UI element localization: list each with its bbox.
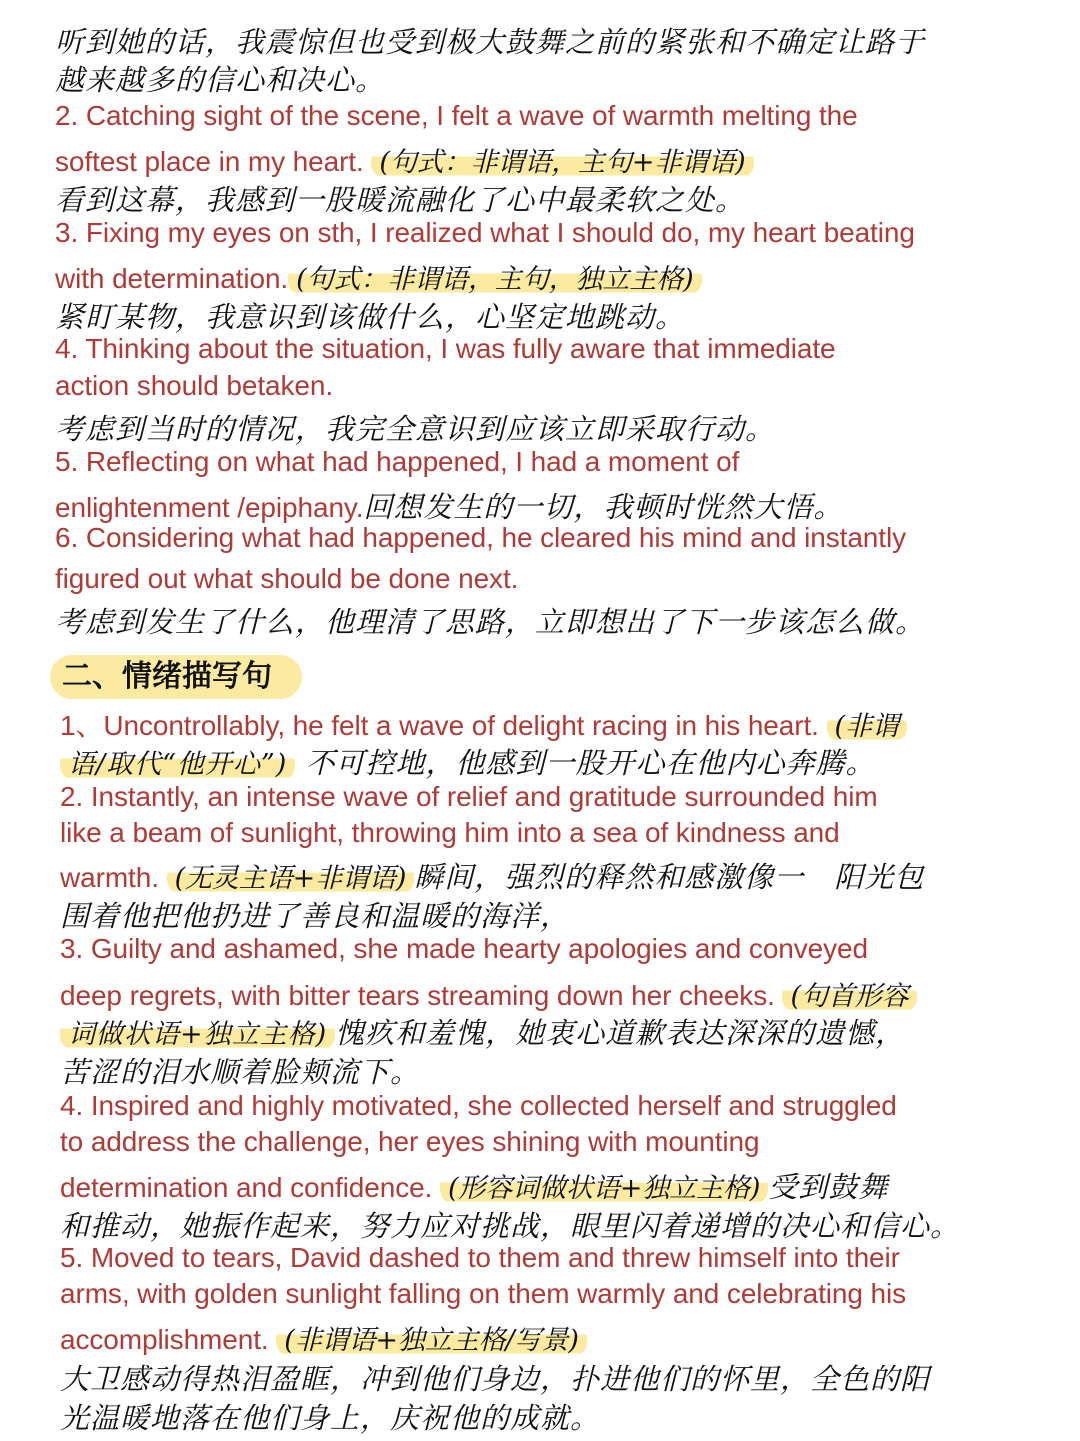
text-line (60, 1050, 1035, 1091)
english-sentence: like a beam of sunlight, throwing him into a sea of kindness and (60, 817, 840, 848)
example-sentence (60, 704, 1035, 744)
english-sentence: to address the challenge, her eyes shining with mounting (60, 1126, 760, 1157)
text-line (60, 741, 1035, 782)
english-sentence: action should betaken. (55, 370, 334, 401)
english-sentence: figured out what should be done next. (55, 563, 519, 594)
grammar-note: (句式：非谓语，主句+非谓语) (371, 147, 753, 178)
grammar-note: (非谓语+独立主格/写景) (276, 1325, 587, 1356)
text-line (60, 1204, 1035, 1245)
grammar-note: (无灵主语+非谓语) (167, 863, 415, 894)
example-sentence (60, 974, 1035, 1013)
english-sentence: 3. Fixing my eyes on sth, I realized what I should do, my heart beating (55, 217, 915, 248)
english-sentence: softest place in my heart. (55, 146, 372, 177)
example-sentence (55, 140, 1035, 179)
example-sentence (60, 1242, 1035, 1274)
chinese-translation: 看到这幕，我感到一股暖流融化了心中最柔软之处。 (55, 183, 746, 217)
example-sentence (60, 1318, 1035, 1357)
grammar-note: (句首形容 (782, 981, 916, 1012)
chinese-translation: 不可控地，他感到一股开心在他内心奔腾。 (295, 746, 876, 780)
english-sentence: 2. Catching sight of the scene, I felt a wave of warmth melting the (55, 100, 858, 131)
grammar-note: (句式：非谓语，主句，独立主格) (288, 264, 701, 295)
text-line (55, 58, 1035, 99)
english-sentence: 5. Reflecting on what had happened, I had a moment of (55, 446, 740, 477)
english-sentence: 5. Moved to tears, David dashed to them and threw himself into their (60, 1242, 900, 1273)
example-sentence (60, 1278, 1035, 1310)
example-sentence (60, 1165, 1035, 1206)
english-sentence: 6. Considering what had happened, he cleared his mind and instantly (55, 522, 906, 553)
example-sentence (55, 100, 1035, 132)
example-sentence (60, 933, 1035, 965)
text-line (55, 295, 1035, 336)
text-line (55, 407, 1035, 448)
english-sentence: 4. Thinking about the situation, I was fully aware that immediate (55, 333, 836, 364)
chinese-translation: 听到她的话，我震惊但也受到极大鼓舞之前的紧张和不确定让路于 (55, 25, 926, 59)
chinese-translation: 紧盯某物，我意识到该做什么，心坚定地跳动。 (55, 300, 686, 334)
example-sentence (60, 781, 1035, 813)
text-line (55, 20, 1035, 61)
grammar-note: 语/取代“他开心”) (60, 749, 295, 780)
english-sentence: 2. Instantly, an intense wave of relief and gratitude surrounded him (60, 781, 878, 812)
chinese-translation: 愧疚和羞愧，她衷心道歉表达深深的遗憾， (335, 1016, 906, 1050)
english-sentence: enlightenment /epiphany. (55, 492, 364, 523)
example-sentence (55, 370, 1035, 402)
example-sentence (60, 855, 1035, 896)
example-sentence (55, 333, 1035, 365)
example-sentence (60, 1126, 1035, 1158)
english-sentence: 1、Uncontrollably, he felt a wave of delight racing in his heart. (60, 710, 827, 741)
chinese-translation: 越来越多的信心和决心。 (55, 63, 386, 97)
english-sentence: accomplishment. (60, 1324, 277, 1355)
chinese-translation: 考虑到当时的情况，我完全意识到应该立即采取行动。 (55, 412, 776, 446)
chinese-translation: 围着他把他扔进了善良和温暖的海洋， (60, 899, 571, 933)
text-line (60, 1011, 1035, 1052)
english-sentence: determination and confidence. (60, 1172, 440, 1203)
english-sentence: 3. Guilty and ashamed, she made hearty apologies and conveyed (60, 933, 868, 964)
english-sentence: deep regrets, with bitter tears streaming down her cheeks. (60, 980, 783, 1011)
chinese-translation: 回想发生的一切，我顿时恍然大悟。 (363, 490, 844, 524)
chinese-translation: 考虑到发生了什么，他理清了思路，立即想出了下一步该怎么做。 (55, 605, 926, 639)
chinese-translation: 苦涩的泪水顺着脸颊流下。 (60, 1055, 421, 1089)
example-sentence (55, 563, 1035, 595)
text-line (60, 1396, 1035, 1437)
example-sentence (55, 217, 1035, 249)
example-sentence (55, 446, 1035, 478)
english-sentence: 4. Inspired and highly motivated, she collected herself and struggled (60, 1090, 897, 1121)
english-sentence: arms, with golden sunlight falling on them warmly and celebrating his (60, 1278, 906, 1309)
section-heading: 二、情绪描写句 (50, 655, 302, 699)
chinese-translation: 和推动，她振作起来，努力应对挑战，眼里闪着递增的决心和信心。 (60, 1209, 961, 1243)
grammar-note: 词做状语+独立主格) (60, 1019, 335, 1050)
example-sentence (55, 485, 1035, 526)
grammar-note: (非谓 (827, 711, 907, 742)
text-line (55, 600, 1035, 641)
english-sentence: with determination. (55, 263, 289, 294)
text-line (60, 894, 1035, 935)
chinese-translation: 瞬间，强烈的释然和感激像一 阳光包 (414, 860, 925, 894)
example-sentence (60, 817, 1035, 849)
text-line (60, 1357, 1035, 1398)
grammar-note: (形容词做状语+独立主格) (440, 1173, 768, 1204)
example-sentence (55, 257, 1035, 296)
text-line (55, 178, 1035, 219)
chinese-translation: 大卫感动得热泪盈眶，冲到他们身边，扑进他们的怀里，全色的阳 (60, 1362, 931, 1396)
chinese-translation: 光温暖地落在他们身上，庆祝他的成就。 (60, 1401, 601, 1435)
example-sentence (55, 522, 1035, 554)
chinese-translation: 受到鼓舞 (768, 1170, 889, 1204)
english-sentence: warmth. (60, 862, 167, 893)
example-sentence (60, 1090, 1035, 1122)
